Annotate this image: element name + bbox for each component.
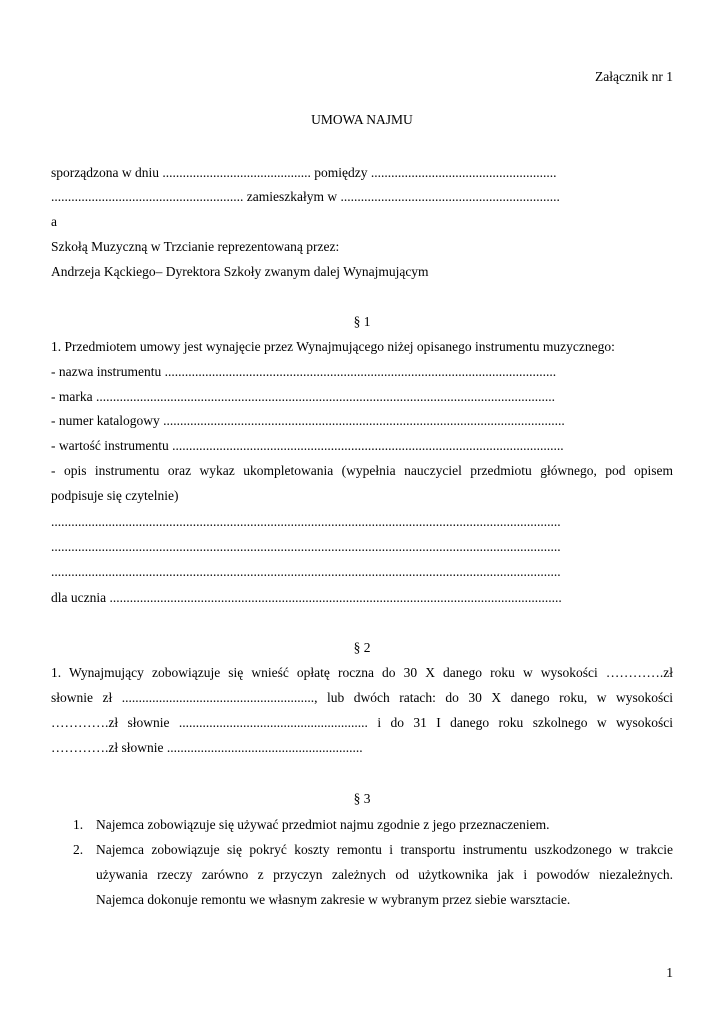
- annex-label: Załącznik nr 1: [595, 69, 673, 84]
- s2-line: słownie zł ........................................................., lub dwóch ratach: do 30 X danego roku, w wysokości: [51, 690, 673, 705]
- s1-line: podpisuje się czytelnie): [51, 488, 179, 503]
- s1-dotted-line: .......................................................................................................................................................: [51, 514, 561, 529]
- s1-line: - marka ........................................................................................................................................: [51, 389, 555, 404]
- s1-dotted-line: .......................................................................................................................................................: [51, 564, 561, 579]
- s1-line: dla ucznia ......................................................................................................................................: [51, 590, 562, 605]
- s1-dotted-line: .......................................................................................................................................................: [51, 539, 561, 554]
- s1-line: - wartość instrumentu ....................................................................................................................: [51, 438, 564, 453]
- section-1-heading: § 1: [353, 314, 371, 329]
- s3-item-text: używania rzeczy zarówno z przyczyn zależnych od użytkownika jak i powodów niezależnych.: [96, 867, 673, 882]
- intro-line-1: sporządzona w dniu ............................................ pomiędzy .......................................................: [51, 165, 557, 180]
- intro-line-3: Szkołą Muzyczną w Trzcianie reprezentowaną przez:: [51, 239, 340, 254]
- s3-item-text: Najemca dokonuje remontu we własnym zakresie w wybranym przez siebie warsztacie.: [96, 892, 571, 907]
- s1-line: - opis instrumentu oraz wykaz ukompletowania (wypełnia nauczyciel przedmiotu głównego, pod opisem: [51, 463, 673, 478]
- section-2-heading: § 2: [353, 640, 371, 655]
- intro-line-2: ......................................................... zamieszkałym w .................................................................: [51, 189, 560, 204]
- s3-item-text: Najemca zobowiązuje się używać przedmiot najmu zgodnie z jego przeznaczeniem.: [96, 817, 550, 832]
- s2-line: ………….zł słownie ........................................................ i do 31 I danego roku szkolnego w wysokości: [51, 715, 673, 730]
- s1-line: - nazwa instrumentu ....................................................................................................................: [51, 364, 557, 379]
- s3-item-text: Najemca zobowiązuje się pokryć koszty remontu i transportu instrumentu uszkodzonego w trakcie: [96, 842, 673, 857]
- page-number: 1: [666, 965, 673, 980]
- section-3-heading: § 3: [353, 791, 371, 806]
- intro-line-4: Andrzeja Kąckiego– Dyrektora Szkoły zwanym dalej Wynajmującym: [51, 264, 429, 279]
- intro-a: a: [51, 214, 57, 229]
- document-title: UMOWA NAJMU: [311, 112, 413, 127]
- s1-line: 1. Przedmiotem umowy jest wynajęcie przez Wynajmującego niżej opisanego instrumentu muzycznego:: [51, 339, 615, 354]
- s2-line: ………….zł słownie ..........................................................: [51, 740, 363, 755]
- s2-line: 1. Wynajmujący zobowiązuje się wnieść opłatę roczna do 30 X danego roku w wysokości ………….zł: [51, 665, 673, 680]
- s3-item-number: 1.: [73, 817, 84, 832]
- s3-item-number: 2.: [73, 842, 84, 857]
- s1-line: - numer katalogowy .......................................................................................................................: [51, 413, 565, 428]
